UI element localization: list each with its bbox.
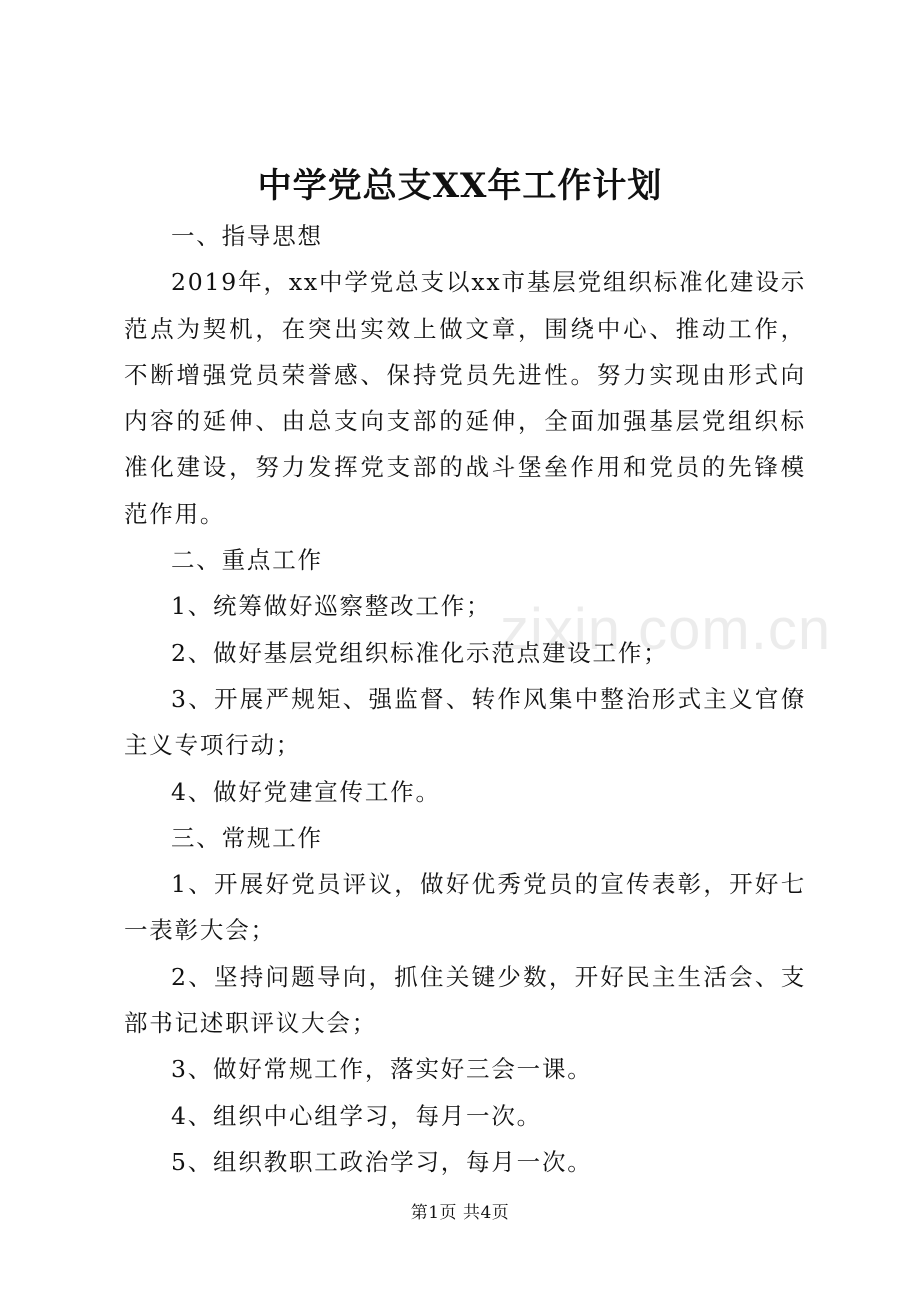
list-item-routine-work-3: 3、做好常规工作，落实好三会一课。 — [171, 1055, 593, 1084]
list-item-key-work-2: 2、做好基层党组织标准化示范点建设工作； — [171, 638, 669, 667]
document-title: 中学党总支XX年工作计划 — [257, 166, 663, 206]
list-item-routine-work-1: 1、开展好党员评议，做好优秀党员的宣传表彰，开好七一表彰大会； — [124, 870, 806, 945]
list-item-routine-work-4: 4、组织中心组学习，每月一次。 — [171, 1101, 542, 1130]
paragraph-guiding-ideology: 2019年，xx中学党总支以xx市基层党组织标准化建设示范点为契机，在突出实效上做文章，围绕中心、推动工作，不断增强党员荣誉感、保持党员先进性。努力实现由形式向内容的延伸、由总支向支部的延伸，全面加强基层党组织标准化建设，努力发挥党支部的战斗堡垒作用和党员的先锋模范作用。 — [124, 268, 806, 528]
section-heading-routine-work: 三、常规工作 — [171, 823, 323, 852]
list-item-key-work-4: 4、做好党建宣传工作。 — [171, 777, 441, 806]
document-body — [124, 213, 806, 1185]
watermark: zixin.com.cn — [500, 597, 832, 662]
list-item-routine-work-5: 5、组织教职工政治学习，每月一次。 — [171, 1147, 593, 1176]
list-item-routine-work-2: 2、坚持问题导向，抓住关键少数，开好民主生活会、支部书记述职评议大会； — [124, 962, 806, 1038]
section-heading-guiding-ideology: 一、指导思想 — [171, 222, 323, 250]
page-footer: 第1页 共4页 — [410, 1203, 510, 1223]
list-item-key-work-3: 3、开展严规矩、强监督、转作风集中整治形式主义官僚主义专项行动； — [124, 684, 806, 760]
list-item-key-work-1: 1、统筹做好巡察整改工作； — [171, 592, 492, 621]
section-heading-key-work: 二、重点工作 — [171, 546, 323, 575]
